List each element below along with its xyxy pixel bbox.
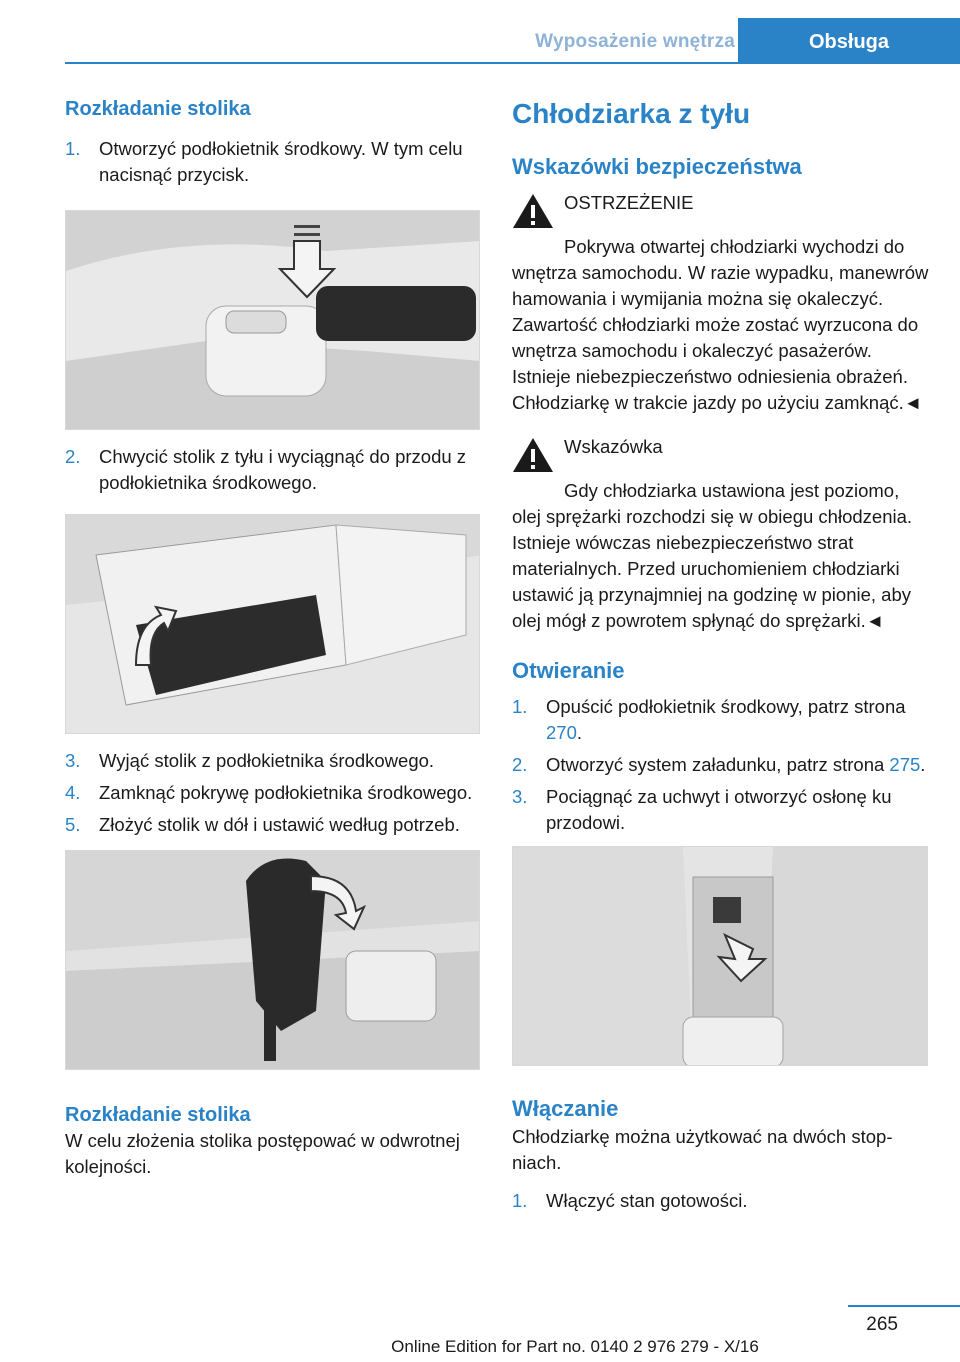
warning-triangle-icon — [512, 436, 554, 474]
steps-list-a — [65, 136, 483, 188]
list-item — [65, 748, 483, 774]
page-reference-link[interactable]: 270 — [546, 722, 577, 743]
footer-edition: Online Edition for Part no. 0140 2 976 279 - X/16 — [391, 1337, 759, 1356]
step-number: 5. — [65, 814, 81, 835]
page-title-rear-cooler: Chłodziarka z tyłu — [512, 98, 751, 129]
step-text: Złożyć stolik w dół i ustawić według potrzeb. — [99, 814, 460, 835]
header-rule — [65, 62, 960, 64]
open-steps-list — [512, 694, 932, 836]
section-heading-fold-table: Rozkładanie stolika — [65, 1104, 251, 1126]
warning-block-2 — [512, 434, 932, 474]
step-text: Zamknąć pokrywę podłokietnika środkowego. — [99, 782, 473, 803]
section-heading-safety: Wskazówki bezpieczeństwa — [512, 154, 802, 179]
page-reference-link[interactable]: 275 — [889, 754, 921, 775]
step-number: 3. — [65, 750, 81, 771]
list-item — [65, 812, 483, 838]
warning-text: Pokrywa otwartej chłodziarki wychodzi do wnętrza samochodu. W razie wypadku, manewrów hamowania i wymijania można się okaleczyć. Zawartość chłodziarki może zostać wyrzucona do wnętrza samochodu i okaleczyć pasażerów. Istnieje niebezpieczeństwo odniesienia obrażeń. Chłodziarkę w trakcie jazdy po użyciu zamknąć.◄ — [512, 236, 929, 413]
list-item — [512, 752, 932, 778]
step-number: 1. — [65, 138, 81, 159]
step-number: 4. — [65, 782, 81, 803]
left-column — [65, 96, 483, 1180]
step-number: 2. — [512, 754, 528, 775]
warning-triangle-icon — [512, 192, 554, 230]
section-heading-switch-on: Włączanie — [512, 1096, 619, 1121]
step-text: Chwycić stolik z tyłu i wyciągnąć do przodu z podłokietnika środkowego. — [99, 446, 467, 493]
section-heading-unfold-table: Rozkładanie stolika — [65, 98, 251, 120]
photo-cooler-cover — [512, 846, 928, 1066]
step-number: 1. — [512, 696, 528, 717]
photo-pull-table — [65, 514, 480, 734]
warning-text: Gdy chłodziarka ustawiona jest poziomo, olej sprężarki rozchodzi się w obiegu chłodzenia. Istnieje wówczas niebezpieczeństwo strat materialnych. Przed uruchomieniem chłodziarki ustawić ją przynajmniej na godzinę w pionie, aby olej mógł z powrotem spłynąć do sprężarki.◄ — [512, 480, 913, 631]
step-text: Pociągnąć za uchwyt i otworzyć osłonę ku przodowi. — [546, 786, 892, 833]
warning-block-1 — [512, 190, 932, 230]
list-item — [65, 444, 483, 496]
step-number: 2. — [65, 446, 81, 467]
photo-fold-table — [65, 850, 480, 1070]
step-number: 3. — [512, 786, 528, 807]
list-item — [65, 780, 483, 806]
photo-armrest-button — [65, 210, 480, 430]
step-text: Włączyć stan gotowości. — [546, 1190, 748, 1211]
step-text: Otworzyć podłokietnik środkowy. W tym celu nacisnąć przycisk. — [99, 138, 463, 185]
step-text: Opuścić podłokietnik środkowy, patrz strona 270. — [546, 696, 906, 743]
step-number: 1. — [512, 1190, 528, 1211]
page-number: 265 — [866, 1314, 898, 1335]
header-tab-obsluga[interactable]: Obsługa — [738, 18, 960, 64]
on-steps-list — [512, 1188, 932, 1214]
footer-rule — [848, 1305, 960, 1307]
list-item — [512, 694, 932, 746]
list-item — [512, 1188, 932, 1214]
header-section-title: Wyposażenie wnętrza — [535, 31, 735, 52]
list-item — [65, 136, 483, 188]
warning-title: OSTRZEŻENIE — [564, 192, 694, 213]
steps-list-c — [65, 748, 483, 838]
steps-list-b — [65, 444, 483, 496]
step-text: Wyjąć stolik z podłokietnika środkowego. — [99, 750, 435, 771]
switch-on-text: Chłodziarkę można użytkować na dwóch stopniach. — [512, 1126, 893, 1173]
fold-instructions: W celu złożenia stolika postępować w odwrotnej kolejności. — [65, 1130, 460, 1177]
section-heading-opening: Otwieranie — [512, 658, 625, 683]
warning-title: Wskazówka — [564, 436, 663, 457]
step-text: Otworzyć system załadunku, patrz strona 275. — [546, 754, 926, 775]
right-column — [512, 96, 932, 1220]
list-item — [512, 784, 932, 836]
